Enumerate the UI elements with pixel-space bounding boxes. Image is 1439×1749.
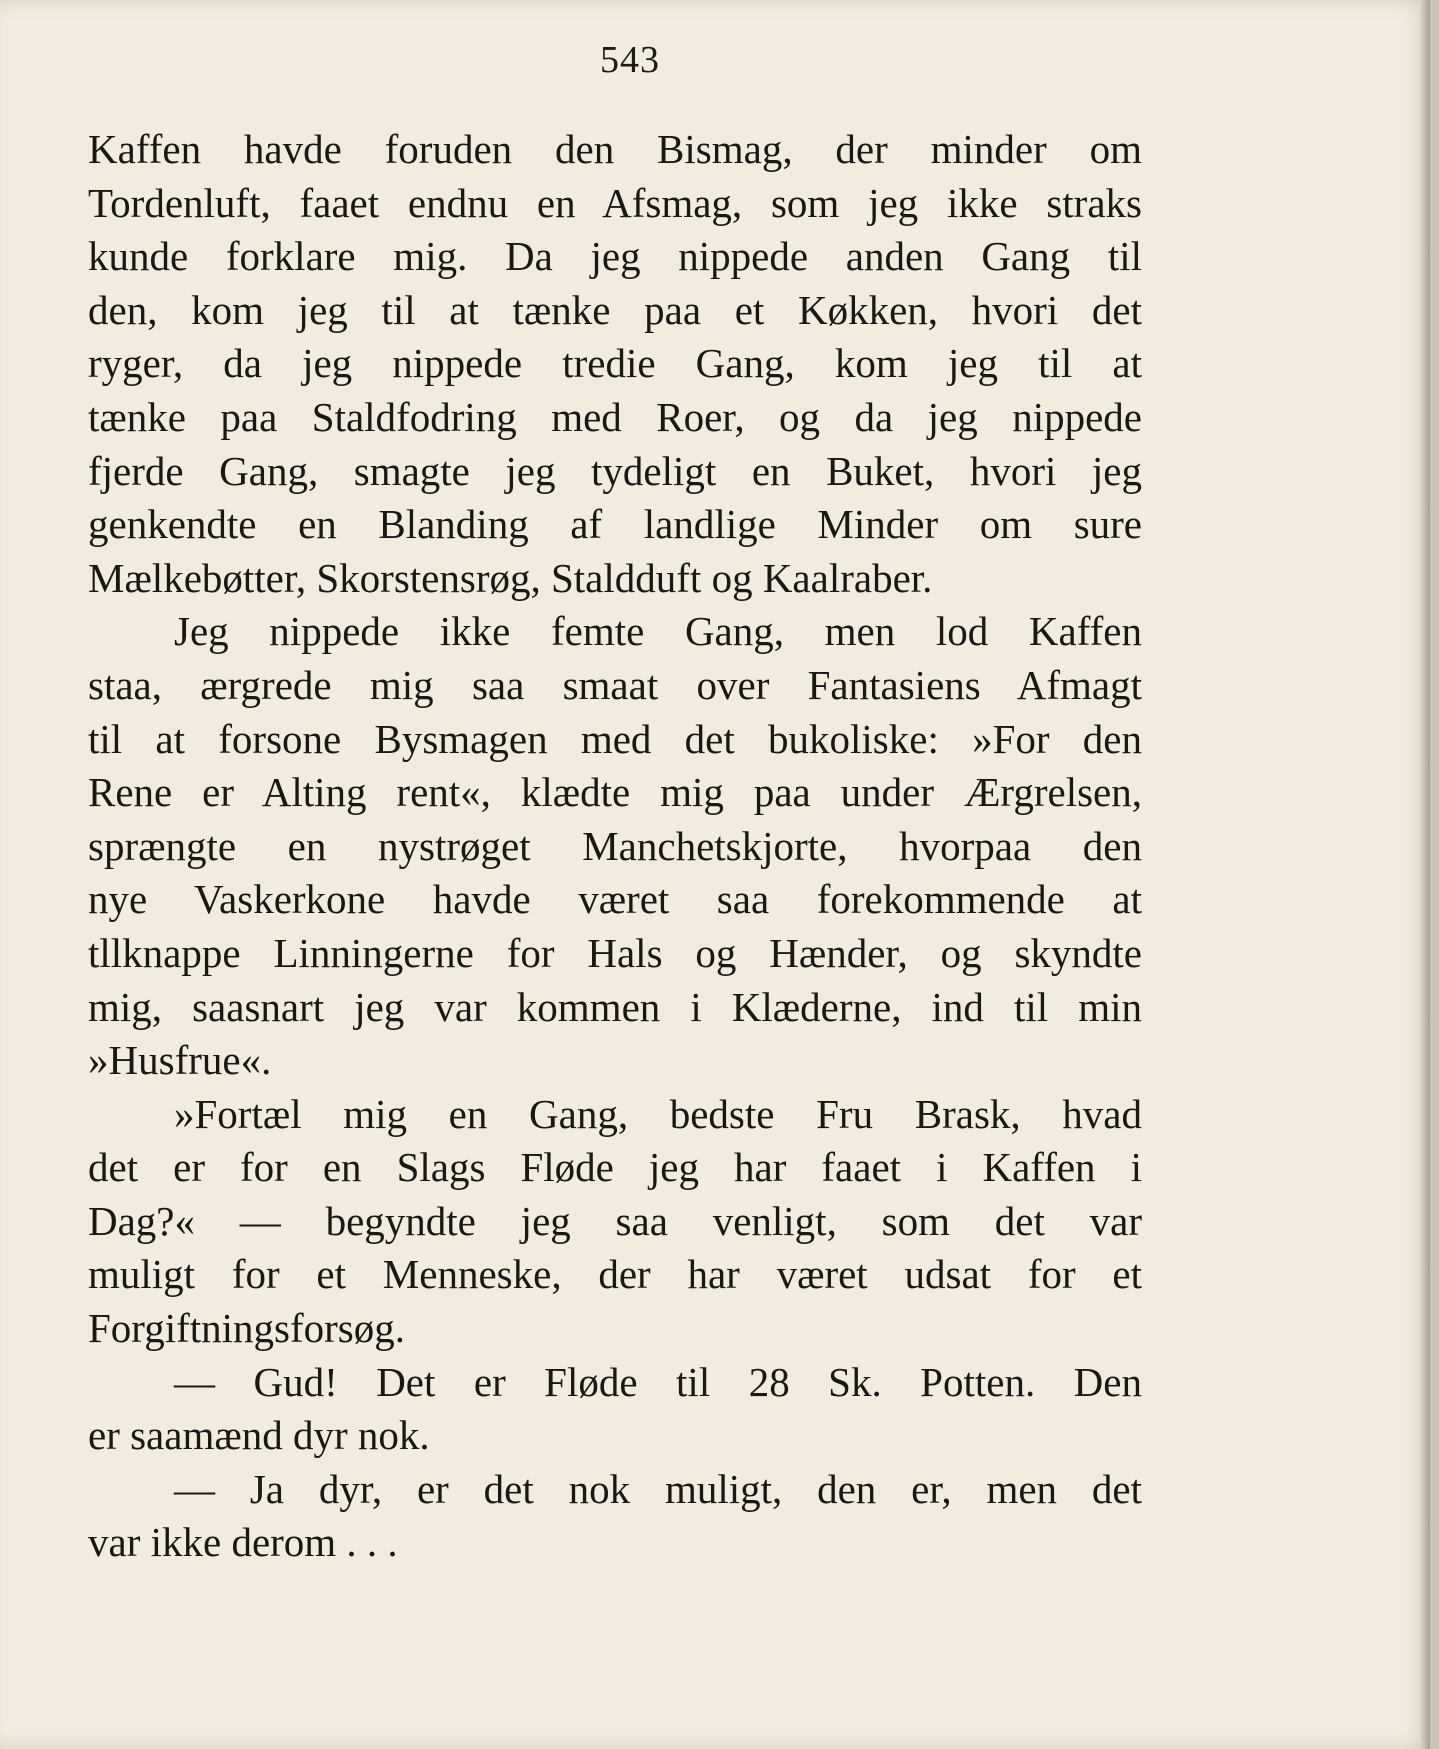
text-line: muligt for et Menneske, der har været udsat for et xyxy=(88,1251,1142,1298)
paragraph xyxy=(88,1088,1142,1356)
text-line: Tordenluft, faaet endnu en Afsmag, som jeg ikke straks xyxy=(88,179,1142,226)
text-line: Dag?« — begyndte jeg saa venligt, som det var xyxy=(88,1197,1142,1244)
text-line: Forgiftningsforsøg. xyxy=(88,1305,406,1352)
paragraph xyxy=(88,1356,1142,1463)
text-line: til at forsone Bysmagen med det bukoliske: »For den xyxy=(88,715,1142,762)
text-line: »Fortæl mig en Gang, bedste Fru Brask, hvad xyxy=(174,1090,1142,1137)
text-line: nye Vaskerkone havde været saa forekommende at xyxy=(88,876,1142,923)
text-line: det er for en Slags Fløde jeg har faaet i Kaffen i xyxy=(88,1144,1142,1191)
page-edge xyxy=(1421,0,1430,1749)
text-line: »Husfrue«. xyxy=(88,1037,272,1084)
page-number: 543 xyxy=(600,39,660,81)
text-line: er saamænd dyr nok. xyxy=(88,1412,430,1459)
text-line: var ikke derom . . . xyxy=(88,1519,398,1566)
text-line: genkendte en Blanding af landlige Minder om sure xyxy=(88,501,1142,548)
text-line: tllknappe Linningerne for Hals og Hænder, og skyndte xyxy=(88,929,1142,976)
text-line: kunde forklare mig. Da jeg nippede anden Gang til xyxy=(88,233,1142,280)
text-line: mig, saasnart jeg var kommen i Klæderne, ind til min xyxy=(88,983,1142,1030)
text-line: tænke paa Staldfodring med Roer, og da jeg nippede xyxy=(88,393,1142,440)
text-line: ryger, da jeg nippede tredie Gang, kom jeg til at xyxy=(88,340,1142,387)
text-line: — Gud! Det er Fløde til 28 Sk. Potten. Den xyxy=(174,1358,1142,1405)
text-line: — Ja dyr, er det nok muligt, den er, men det xyxy=(174,1465,1142,1512)
text-line: staa, ærgrede mig saa smaat over Fantasiens Afmagt xyxy=(88,661,1142,708)
paragraph xyxy=(88,1463,1142,1570)
paragraph xyxy=(88,605,1142,1087)
text-line: Rene er Alting rent«, klædte mig paa under Ærgrelsen, xyxy=(88,769,1142,816)
text-line: sprængte en nystrøget Manchetskjorte, hvorpaa den xyxy=(88,822,1142,869)
paragraph xyxy=(88,123,1142,605)
text-line: Jeg nippede ikke femte Gang, men lod Kaffen xyxy=(174,608,1142,655)
body-text xyxy=(88,123,1142,1570)
text-line: fjerde Gang, smagte jeg tydeligt en Buket, hvori jeg xyxy=(88,447,1142,494)
text-line: Kaffen havde foruden den Bismag, der minder om xyxy=(88,126,1142,172)
text-line: Mælkebøtter, Skorstensrøg, Staldduft og Kaalraber. xyxy=(88,554,933,601)
text-line: den, kom jeg til at tænke paa et Køkken, hvori det xyxy=(88,286,1142,333)
